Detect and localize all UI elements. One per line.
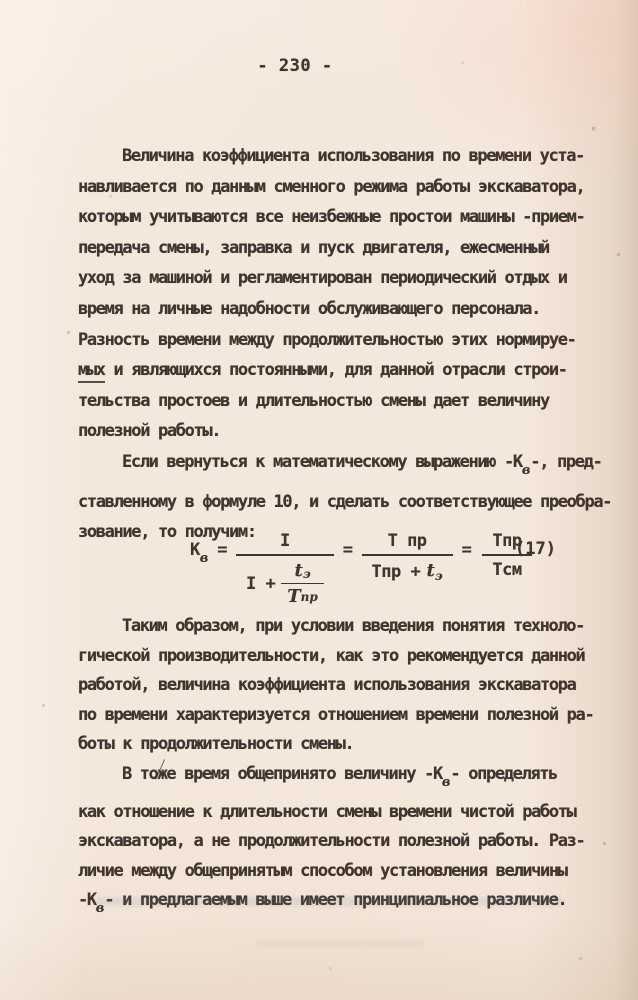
t-subscript: э [434, 569, 443, 583]
fraction-1-numerator: I [280, 531, 290, 551]
fraction-3-denominator: Тсм [482, 554, 531, 580]
text-line: Разность времени между продолжительностью этих нормируе- [78, 329, 576, 350]
text-line: боты к продолжительности смены. [78, 734, 354, 755]
equals-sign: = [217, 540, 228, 560]
text-line: экскаватора, а не продолжительности полезной работы. Раз- [78, 831, 585, 852]
paper-specks [0, 0, 1, 1]
text-line: Величина коэффициента использования по времени уста- [122, 146, 585, 166]
text-line: зование, то получим: [78, 522, 256, 543]
t-symbol: t [294, 560, 303, 581]
coefficient-symbol: К [190, 540, 200, 560]
handwritten-mark: о [149, 760, 158, 790]
nested-numerator [288, 560, 316, 583]
text-line: личие между общепринятым способом установления величины [78, 860, 567, 881]
text-line: по времени характеризуется отношением времени полезной ра- [78, 704, 594, 725]
equation-17 [78, 531, 594, 615]
equation-number: (17) [515, 539, 556, 559]
nested-denominator [281, 583, 324, 607]
text-line: гической производительности, как это рекомендуется данной [78, 645, 585, 666]
text-line: тельства простоев и длительностью смены дает величину [78, 390, 549, 411]
text-line: передача смены, заправка и пуск двигателя, ежесменный [78, 237, 549, 258]
text-line: навливается по данным сменного режима работы экскаватора, [78, 176, 585, 197]
formula-lhs [190, 540, 208, 566]
ink-bleedthrough-smudge [255, 940, 425, 947]
fraction-2-denominator-text: Тпр + [371, 561, 421, 582]
text-line: В тоже время общепринято величину $-К_в-$ определять [78, 760, 594, 798]
text-line: уход за машиной и регламентирован периодический отдых и [78, 268, 567, 289]
text-line: Таким образом, при условии введения понятия техноло- [122, 616, 585, 636]
t-symbol: t [426, 560, 435, 581]
t-term [420, 560, 442, 583]
text-line: время на личные надобности обслуживающего персонала. [78, 298, 541, 319]
text-line: как отношение к длительности смены времени чистой работы [78, 801, 576, 822]
coefficient-subscript: в [199, 551, 209, 566]
equals-sign: = [461, 540, 472, 560]
t-subscript: э [302, 567, 311, 581]
fraction-1-denominator-text: I + [246, 573, 276, 594]
text-line: мых и являющихся постоянными, для данной отрасли строи- [78, 355, 594, 386]
document-text-block-b [78, 612, 594, 924]
fraction-2-numerator: Т пр [387, 531, 427, 551]
handwritten-mark: мых [78, 360, 105, 383]
subscript: в [441, 774, 451, 790]
text-line: ставленному в формуле 10, и сделать соответствующее преобра- [78, 491, 612, 512]
text-line: работой, величина коэффициента использования экскаватора [78, 675, 576, 696]
page-number: - 230 - [257, 56, 333, 76]
subscript: в [95, 901, 105, 917]
fraction-1 [236, 531, 334, 607]
fraction-2-denominator [362, 554, 453, 583]
text-line: Если вернуться к математическому выражению $-К_в-$, пред- [122, 451, 602, 478]
subscript: в [521, 462, 531, 478]
fraction-2 [362, 531, 453, 583]
fraction-3-numerator: Тпр [492, 531, 522, 551]
text-line: $-К_в-$ и предлагаемым выше имеет принципиальное различие. [78, 890, 567, 917]
T-subscript: пр [300, 589, 318, 604]
T-symbol: Т [287, 586, 301, 607]
document-text-block-a [78, 141, 612, 548]
equals-sign: = [342, 540, 353, 560]
nested-fraction [281, 560, 324, 607]
text-line: которым учитываются все неизбежные простои машины -прием- [78, 207, 585, 228]
fraction-1-denominator [236, 554, 334, 607]
text-line: полезной работы. [78, 421, 221, 442]
